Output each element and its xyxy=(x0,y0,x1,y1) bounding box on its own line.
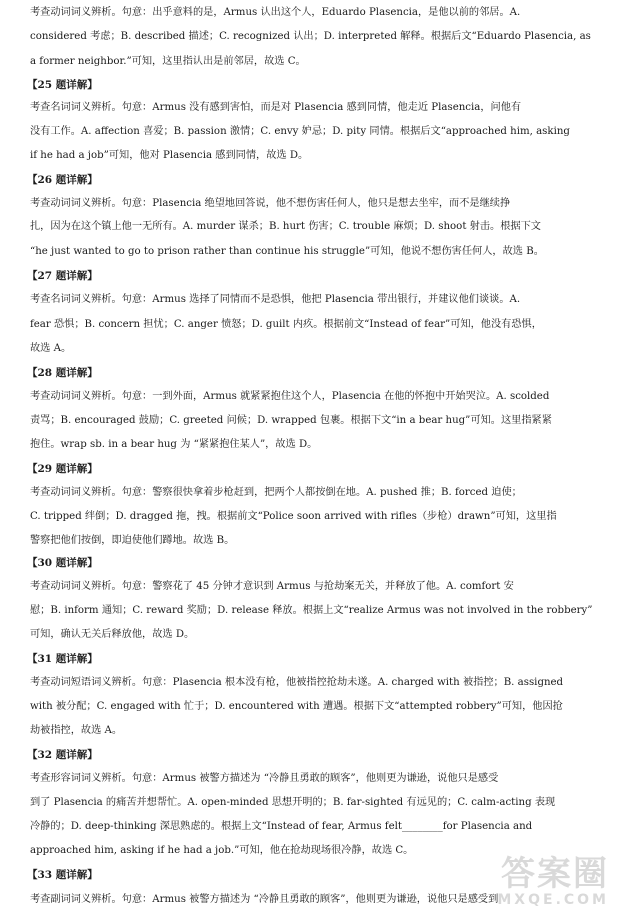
section-heading: 【28 题详解】 xyxy=(27,367,98,379)
text-line: 没有工作。A. affection 喜爱；B. passion 激情；C. envy 妒忌；D. pity 同情。根据后文“approached him, asking xyxy=(30,126,570,137)
text-line: a former neighbor.”可知，这里指认出是前邻居，故选 C。 xyxy=(30,56,306,67)
text-line: with 被分配；C. engaged with 忙于；D. encountered with 遭遇。根据下文“attempted robbery”可知，他因抢 xyxy=(30,701,563,712)
text-line: 考查动词词义辨析。句意：一到外面，Armus 就紧紧抱住这个人，Plasencia 在他的怀抱中开始哭泣。A. scolded xyxy=(30,391,550,402)
text-line: “he just wanted to go to prison rather than continue his struggle”可知，他说不想伤害任何人，故选 B。 xyxy=(30,246,544,257)
text-line: 考查动词词义辨析。句意：Plasencia 绝望地回答说，他不想伤害任何人，他只是想去坐牢，而不是继续挣 xyxy=(30,198,511,209)
section-heading: 【25 题详解】 xyxy=(27,79,98,91)
text-line: 劫被指控，故选 A。 xyxy=(30,725,123,736)
section-heading: 【32 题详解】 xyxy=(27,749,98,761)
section-heading: 【26 题详解】 xyxy=(27,174,98,186)
text-line: 考查动词词义辨析。句意：警察很快拿着步枪赶到，把两个人都按倒在地。A. pushed 推；B. forced 迫使； xyxy=(30,487,522,498)
text-line: approached him, asking if he had a job.”可知，他在抢劫现场很冷静，故选 C。 xyxy=(30,845,414,856)
text-line: 考查名词词义辨析。句意：Armus 选择了同情而不是恐惧，他把 Plasencia 带出银行，并建议他们谈谈。A. xyxy=(30,294,521,305)
watermark-main-text: 答案圈 xyxy=(501,854,609,894)
text-line: if he had a job”可知，他对 Plasencia 感到同情，故选 D。 xyxy=(30,150,309,161)
text-line: 考查名词词义辨析。句意：Armus 没有感到害怕，而是对 Plasencia 感到同情，他走近 Plasencia，问他有 xyxy=(30,102,522,113)
text-line: 扎，因为在这个镇上他一无所有。A. murder 谋杀；B. hurt 伤害；C. trouble 麻烦；D. shoot 射击。根据下文 xyxy=(30,221,541,232)
text-line: 冷静的；D. deep-thinking 深思熟虑的。根据上文“Instead of fear, Armus felt________for Plasencia and xyxy=(30,821,533,832)
text-line: 警察把他们按倒，即迫使他们蹲地。故选 B。 xyxy=(30,535,235,546)
text-line: 考查动词词义辨析。句意：出乎意料的是，Armus 认出这个人，Eduardo Plasencia，是他以前的邻居。A. xyxy=(30,7,521,18)
section-heading: 【30 题详解】 xyxy=(27,557,98,569)
text-line: 考查形容词词义辨析。句意：Armus 被警方描述为 “冷静且勇敢的顾客”，他则更为谦逊，说他只是感受 xyxy=(30,773,499,784)
text-line: 考查副词词义辨析。句意：Armus 被警方描述为 “冷静且勇敢的顾客”，他则更为谦逊，说他只是感受到 xyxy=(30,894,499,905)
section-heading: 【31 题详解】 xyxy=(27,653,98,665)
section-heading: 【27 题详解】 xyxy=(27,270,98,282)
text-line: 抱住。wrap sb. in a bear hug 为 “紧紧抱住某人”，故选 D。 xyxy=(30,439,318,450)
text-line: 责骂；B. encouraged 鼓励；C. greeted 问候；D. wrapped 包裹。根据下文“in a bear hug”可知。这里指紧紧 xyxy=(30,415,552,426)
text-line: 到了 Plasencia 的痛苦并想帮忙。A. open-minded 思想开明的；B. far-sighted 有远见的；C. calm-acting 表现 xyxy=(30,797,556,808)
text-line: 可知，确认无关后释放他，故选 D。 xyxy=(30,629,195,640)
text-line: 慰；B. inform 通知；C. reward 奖励；D. release 释放。根据上文“realize Armus was not involved in the robbery” xyxy=(30,605,593,616)
text-line: 故选 A。 xyxy=(30,343,72,354)
text-line: 考查动词词义辨析。句意：警察花了 45 分钟才意识到 Armus 与抢劫案无关，并释放了他。A. comfort 安 xyxy=(30,581,514,592)
section-heading: 【29 题详解】 xyxy=(27,463,98,475)
section-heading: 【33 题详解】 xyxy=(27,869,98,881)
text-line: considered 考虑；B. described 描述；C. recognized 认出；D. interpreted 解释。根据后文“Eduardo Plasencia, as xyxy=(30,31,591,42)
text-line: C. tripped 绊倒；D. dragged 拖，拽。根据前文“Police soon arrived with rifles（步枪）drawn”可知，这里指 xyxy=(30,511,557,522)
watermark-sub-text: MXQE.COM xyxy=(497,892,609,908)
text-line: 考查动词短语词义辨析。句意：Plasencia 根本没有枪，他被指控抢劫未遂。A. charged with 被指控；B. assigned xyxy=(30,677,564,688)
text-line: fear 恐惧；B. concern 担忧；C. anger 愤怒；D. guilt 内疚。根据前文“Instead of fear”可知，他没有恐惧， xyxy=(30,319,542,330)
